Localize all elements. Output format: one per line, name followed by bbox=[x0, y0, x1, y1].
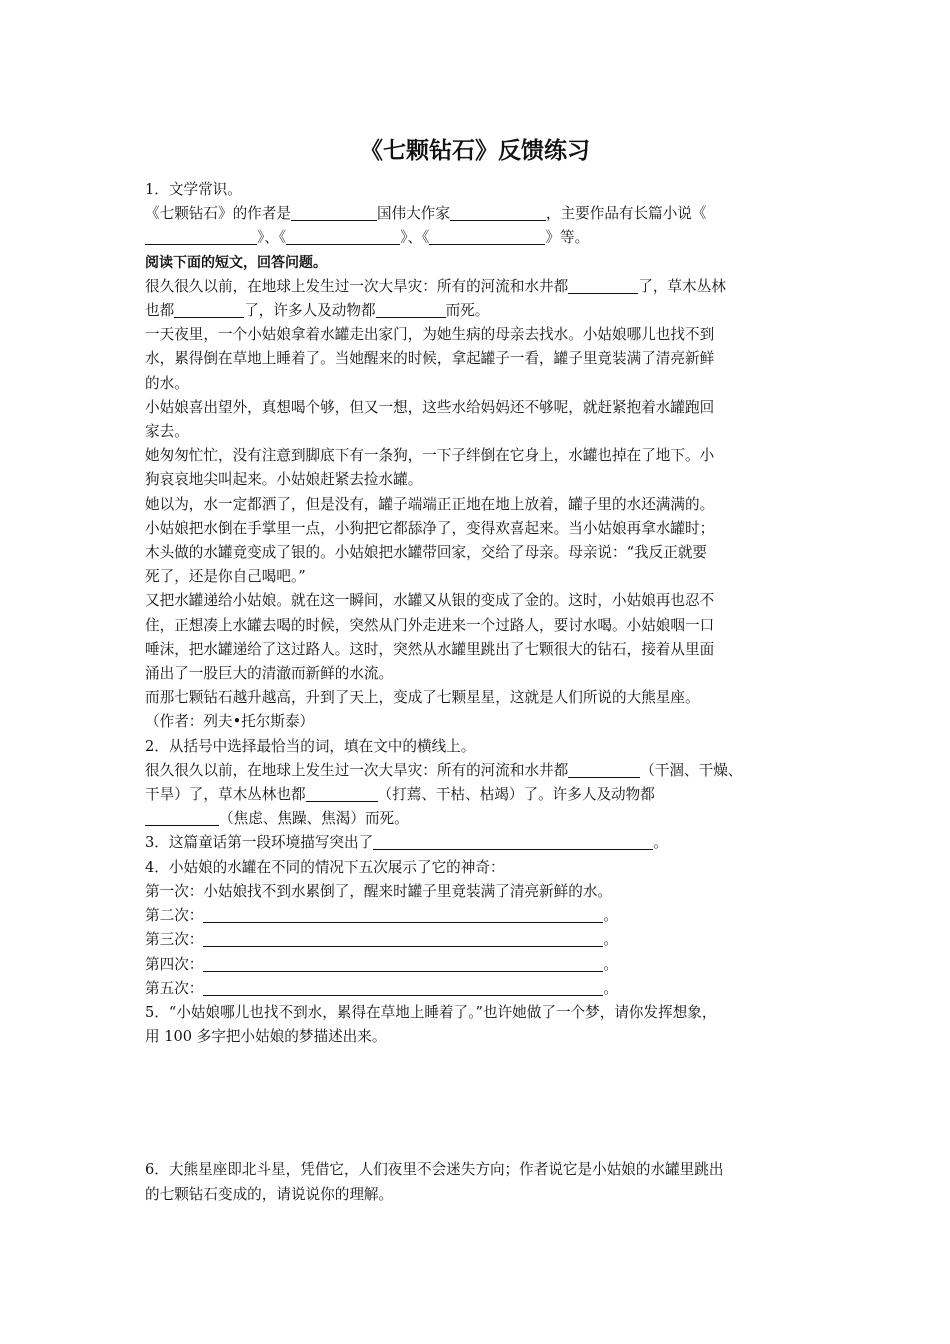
answer-blank[interactable] bbox=[568, 278, 638, 294]
question-3 bbox=[145, 831, 825, 855]
question-4-label: 4．小姑娘的水罐在不同的情况下五次展示了它的神奇： bbox=[145, 858, 505, 876]
answer-line[interactable] bbox=[203, 980, 603, 996]
question-6-line-2: 的七颗钻石变成的，请说说你的理解。 bbox=[145, 1185, 394, 1203]
question-2-label: 2．从括号中选择最恰当的词，填在文中的横线上。 bbox=[145, 737, 476, 755]
story-line: 又把水罐递给小姑娘。就在这一瞬间，水罐又从银的变成了金的。这时，小姑娘再也忍不 bbox=[145, 592, 715, 610]
story-line: 小姑娘喜出望外，真想喝个够，但又一想，这些水给妈妈还不够呢，就赶紧抱着水罐跑回 bbox=[145, 398, 715, 416]
answer-blank[interactable] bbox=[376, 302, 446, 318]
question-4-second bbox=[145, 904, 825, 928]
text-segment: 了，许多人及动物都 bbox=[244, 302, 376, 320]
answer-line[interactable] bbox=[203, 931, 603, 947]
text-segment: 《七颗钻石》的作者是 bbox=[145, 205, 291, 223]
question-4-third bbox=[145, 928, 825, 952]
reading-heading: 阅读下面的短文，回答问题。 bbox=[145, 254, 327, 271]
answer-blank[interactable] bbox=[174, 302, 244, 318]
text-segment: 第三次： bbox=[145, 931, 204, 949]
text-segment: （焦虑、焦躁、焦渴）而死。 bbox=[219, 810, 409, 828]
question-2-line-3 bbox=[145, 807, 825, 831]
text-segment: 第二次： bbox=[145, 907, 204, 925]
answer-blank[interactable] bbox=[306, 786, 378, 802]
story-line: 的水。 bbox=[145, 374, 189, 392]
text-segment: 干旱）了，草木丛林也都 bbox=[145, 786, 306, 804]
text-segment: （打蔫、干枯、枯竭）了。许多人及动物都 bbox=[377, 786, 655, 804]
question-4-first: 第一次：小姑娘找不到水累倒了，醒来时罐子里竟装满了清亮新鲜的水。 bbox=[145, 882, 613, 900]
text-segment: 而死。 bbox=[445, 302, 490, 320]
story-author: （作者：列夫•托尔斯泰） bbox=[145, 713, 315, 731]
answer-blank[interactable] bbox=[286, 229, 400, 245]
answer-blank[interactable] bbox=[145, 810, 219, 826]
question-1-label: 1．文学常识。 bbox=[145, 181, 242, 198]
text-segment: 很久很久以前，在地球上发生过一次大旱灾：所有的河流和水井都 bbox=[145, 277, 569, 295]
text-segment: 也都 bbox=[145, 302, 175, 320]
question-5-line-1: 5．“小姑娘哪儿也找不到水，累得在草地上睡着了。”也许她做了一个梦，请你发挥想象， bbox=[145, 1003, 717, 1021]
answer-blank[interactable] bbox=[568, 762, 640, 778]
answer-blank[interactable] bbox=[291, 205, 377, 221]
question-5-line-2: 用 100 多字把小姑娘的梦描述出来。 bbox=[145, 1028, 387, 1046]
worksheet-body bbox=[145, 178, 825, 1207]
story-line: 死了，还是你自己喝吧。” bbox=[145, 568, 306, 586]
text-segment: 》等。 bbox=[545, 229, 590, 247]
story-line: 她以为，水一定都洒了，但是没有，罐子端端正正地在地上放着，罐子里的水还满满的。 bbox=[145, 495, 715, 513]
text-segment: 》、《 bbox=[400, 229, 430, 247]
text-segment: 了，草木丛林 bbox=[638, 277, 726, 295]
page-title: 《七颗钻石》反馈练习 bbox=[360, 138, 590, 164]
question-4-fifth bbox=[145, 977, 825, 1001]
text-segment: ，主要作品有长篇小说《 bbox=[545, 205, 707, 223]
text-segment: 。 bbox=[603, 955, 618, 973]
text-segment: 。 bbox=[603, 931, 618, 949]
question-1-line-2 bbox=[145, 226, 825, 250]
text-segment: 。 bbox=[603, 979, 618, 997]
story-line: 唾沫，把水罐递给了这过路人。这时，突然从水罐里跳出了七颗很大的钻石，接着从里面 bbox=[145, 640, 715, 658]
text-segment: 》、《 bbox=[257, 229, 287, 247]
answer-blank[interactable] bbox=[429, 229, 545, 245]
text-segment: 国伟大作家 bbox=[376, 205, 450, 223]
text-segment: 很久很久以前，在地球上发生过一次大旱灾：所有的河流和水井都 bbox=[145, 761, 569, 779]
answer-line[interactable] bbox=[203, 907, 603, 923]
question-4-fourth bbox=[145, 953, 825, 977]
question-6-line-1: 6．大熊星座即北斗星，凭借它，人们夜里不会迷失方向；作者说它是小姑娘的水罐里跳出 bbox=[145, 1161, 724, 1179]
spacer bbox=[145, 1121, 825, 1158]
answer-blank[interactable] bbox=[450, 205, 546, 221]
story-line: 小姑娘把水倒在手掌里一点，小狗把它都舔净了，变得欢喜起来。当小姑娘再拿水罐时； bbox=[145, 519, 715, 537]
story-line: 水，累得倒在草地上睡着了。当她醒来的时候，拿起罐子一看，罐子里竟装满了清亮新鲜 bbox=[145, 350, 715, 368]
story-line: 家去。 bbox=[145, 423, 189, 441]
story-line: 一天夜里，一个小姑娘拿着水罐走出家门，为她生病的母亲去找水。小姑娘哪儿也找不到 bbox=[145, 326, 715, 344]
question-1-line-1 bbox=[145, 202, 825, 226]
story-line: 狗哀哀地尖叫起来。小姑娘赶紧去捡水罐。 bbox=[145, 471, 423, 489]
question-2-line-1 bbox=[145, 759, 825, 783]
story-line: 她匆匆忙忙，没有注意到脚底下有一条狗，一下子绊倒在它身上，水罐也掉在了地下。小 bbox=[145, 447, 715, 465]
answer-space[interactable] bbox=[145, 1049, 825, 1121]
text-segment: （干涸、干燥、 bbox=[640, 761, 743, 779]
story-line bbox=[145, 275, 825, 299]
text-segment: 3．这篇童话第一段环境描写突出了 bbox=[145, 834, 374, 852]
text-segment: 第四次： bbox=[145, 955, 204, 973]
answer-line[interactable] bbox=[203, 956, 603, 972]
story-line: 涌出了一股巨大的清澈而新鲜的水流。 bbox=[145, 665, 394, 683]
text-segment: 。 bbox=[603, 907, 618, 925]
text-segment: 第五次： bbox=[145, 979, 204, 997]
story-line: 木头做的水罐竟变成了银的。小姑娘把水罐带回家，交给了母亲。母亲说：“我反正就要 bbox=[145, 544, 708, 562]
text-segment: 。 bbox=[653, 834, 668, 852]
story-line: 而那七颗钻石越升越高，升到了天上，变成了七颗星星，这就是人们所说的大熊星座。 bbox=[145, 689, 700, 707]
question-2-line-2 bbox=[145, 783, 825, 807]
story-line: 住，正想凑上水罐去喝的时候，突然从门外走进来一个过路人，要讨水喝。小姑娘咽一口 bbox=[145, 616, 715, 634]
answer-blank[interactable] bbox=[145, 229, 257, 245]
answer-blank[interactable] bbox=[373, 834, 653, 850]
story-line bbox=[145, 299, 825, 323]
